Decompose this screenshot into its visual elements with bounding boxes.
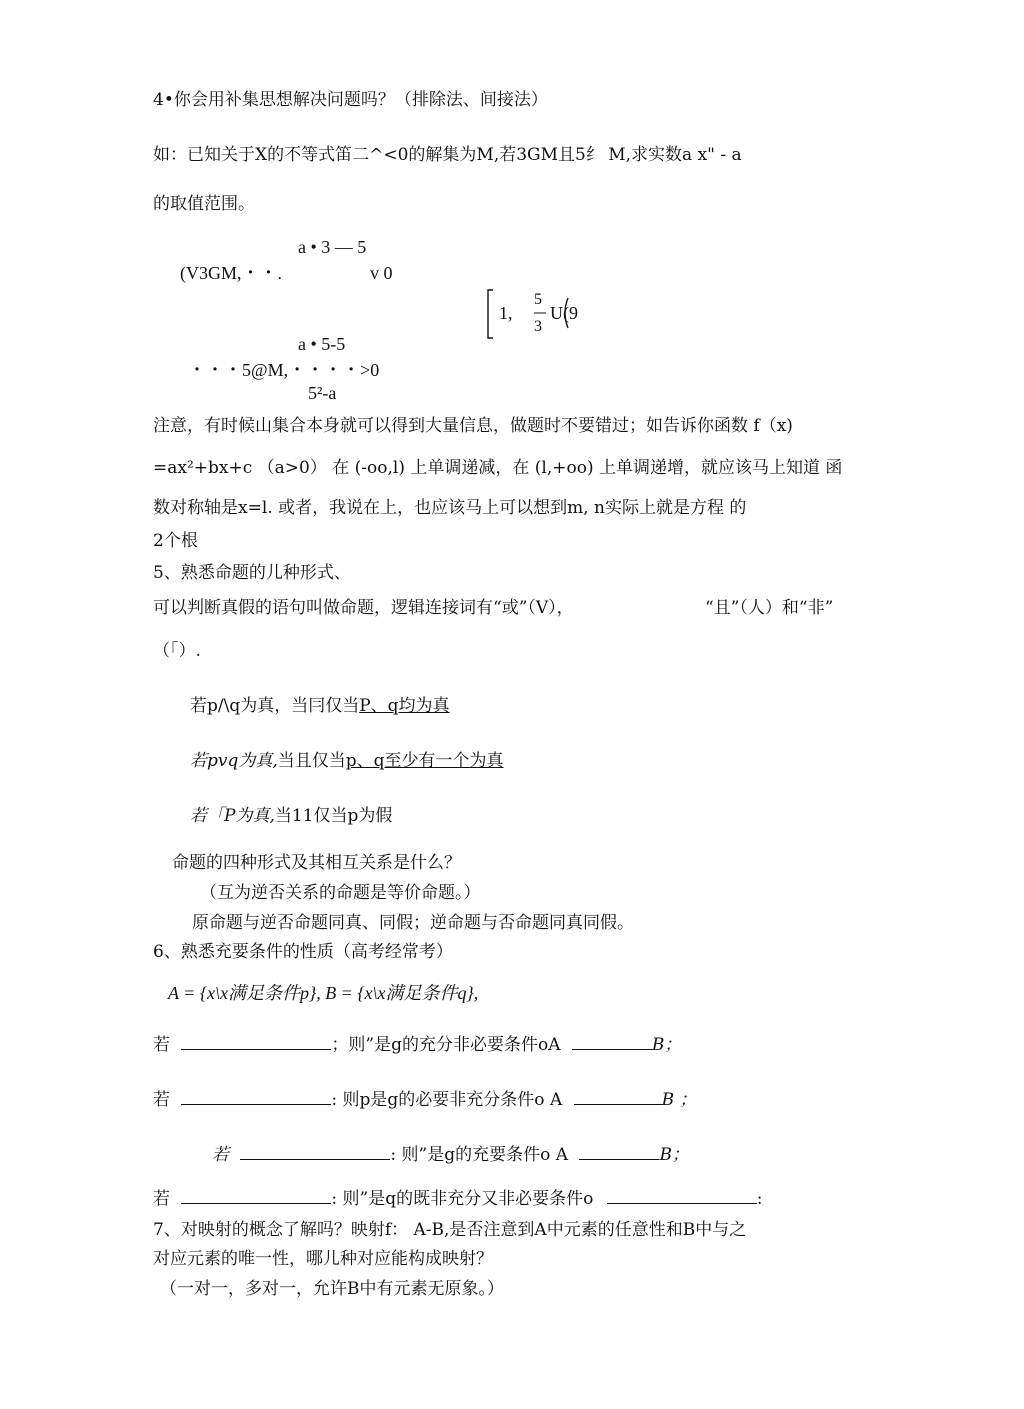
interval-fraction-denominator: 3 xyxy=(534,318,542,335)
condition-sufficient-blank[interactable] xyxy=(181,1033,331,1050)
condition-neither-relation-blank[interactable] xyxy=(607,1187,757,1204)
formula-1-left: (V3GM,・・. xyxy=(180,263,282,283)
negation-symbol-line: （「）. xyxy=(153,641,201,661)
section-4-heading: 4•你会用补集思想解决问题吗？（排除法、间接法） xyxy=(153,90,548,110)
section-5-heading: 5、熟悉命题的儿种形式、 xyxy=(153,563,351,583)
rule-and-prefix: 若p/\q为真，当冃仅当 xyxy=(190,696,360,716)
interval-lower: 1, xyxy=(499,303,513,323)
condition-iff-blank[interactable] xyxy=(240,1143,390,1160)
condition-necessary-relation-blank[interactable] xyxy=(574,1088,662,1105)
rule-and-condition: P、q均为真 xyxy=(359,696,450,716)
rule-or-mid: 当且仅当 xyxy=(277,751,346,771)
connectives-line-b: “且”（人）和“非” xyxy=(705,598,834,618)
formula-1-right: v 0 xyxy=(370,263,393,283)
connectives-line-a: 可以判断真假的语句叫做命题，逻辑连接词有“或”（V）， xyxy=(153,598,574,618)
condition-necessary-b: B ； xyxy=(661,1090,697,1110)
example-line: 如：已知关于X的不等式笛二^<0的解集为M,若3GM且5纟 M,求实数a x" - a xyxy=(153,145,742,165)
four-forms-question: 命题的四种形式及其相互关系是什么？ xyxy=(172,853,461,873)
rule-not xyxy=(190,805,392,827)
rule-not-rest: 当11仅当p为假 xyxy=(274,806,393,826)
condition-sufficient-b: B； xyxy=(651,1035,682,1055)
condition-sufficient xyxy=(153,1033,681,1056)
formula-1-numerator: a • 3 — 5 xyxy=(298,237,367,257)
section-7-heading: 7、对映射的概念了解吗？映射f： A-B,是否注意到A中元素的任意性和B中与之 xyxy=(153,1220,747,1240)
same-truth-note: 原命题与逆否命题同真、同假；逆命题与否命题同真同假。 xyxy=(192,913,634,933)
condition-iff-b: B； xyxy=(659,1145,689,1165)
condition-neither-if: 若 xyxy=(153,1189,170,1209)
rule-or-prefix: 若pvq为真, xyxy=(190,751,278,771)
condition-necessary xyxy=(153,1088,697,1111)
condition-neither-blank[interactable] xyxy=(181,1187,331,1204)
condition-iff-text: : 则”是g的充要条件o A xyxy=(390,1145,569,1165)
note-line-3: 数对称轴是x=l. 或者，我说在上，也应该马上可以想到m, n实际上就是方程 的 xyxy=(153,498,747,518)
formula-2-numerator: a • 5-5 xyxy=(298,334,346,354)
rule-and xyxy=(190,695,450,717)
condition-necessary-text: : 则p是g的必要非充分条件o A xyxy=(331,1090,563,1110)
rule-or xyxy=(190,750,504,772)
condition-necessary-if: 若 xyxy=(153,1090,170,1110)
mapping-question: 对应元素的唯一性，哪儿种对应能构成映射？ xyxy=(153,1249,493,1269)
formula-2-left: ・・・5@M,・・・・>0 xyxy=(188,360,380,380)
condition-iff-if: 若 xyxy=(212,1145,229,1165)
interval-answer xyxy=(486,288,596,340)
equivalence-note: （互为逆否关系的命题是等价命题。） xyxy=(200,883,481,903)
condition-sufficient-if: 若 xyxy=(153,1035,170,1055)
interval-union-tail: U(9 xyxy=(550,303,578,323)
note-line-1: 注意，有时候山集合本身就可以得到大量信息，做题时不要错过；如告诉你函数 f（x) xyxy=(153,416,793,436)
note-line-4: 2个根 xyxy=(153,531,198,551)
condition-neither-end: : xyxy=(756,1189,763,1209)
set-definitions: A = {x\x满足条件p}, B = {x\x满足条件q}, xyxy=(168,983,479,1003)
condition-necessary-blank[interactable] xyxy=(181,1088,331,1105)
mapping-answer: （一对一，多对一，允许B中有元素无原象。） xyxy=(160,1279,504,1299)
rule-not-prefix: 若「P为真, xyxy=(190,806,275,826)
condition-sufficient-text: ；则”是g的充分非必要条件oA xyxy=(331,1035,561,1055)
interval-fraction-numerator: 5 xyxy=(534,291,542,308)
condition-sufficient-relation-blank[interactable] xyxy=(572,1033,652,1050)
range-line: 的取值范围。 xyxy=(153,194,255,214)
condition-neither xyxy=(153,1187,763,1210)
condition-iff xyxy=(212,1143,689,1166)
rule-or-condition: p、q至少有一个为真 xyxy=(345,751,504,771)
condition-neither-text: : 则”是q的既非充分又非必要条件o xyxy=(331,1189,594,1209)
condition-iff-relation-blank[interactable] xyxy=(579,1143,659,1160)
formula-2-denominator: 5²-a xyxy=(308,383,337,403)
note-line-2: =ax²+bx+c （a>0） 在 (-oo,l) 上单调递减，在 (l,+oo) 上单调递增，就应该马上知道 函 xyxy=(153,458,843,478)
section-6-heading: 6、熟悉充要条件的性质（高考经常考） xyxy=(153,942,453,962)
